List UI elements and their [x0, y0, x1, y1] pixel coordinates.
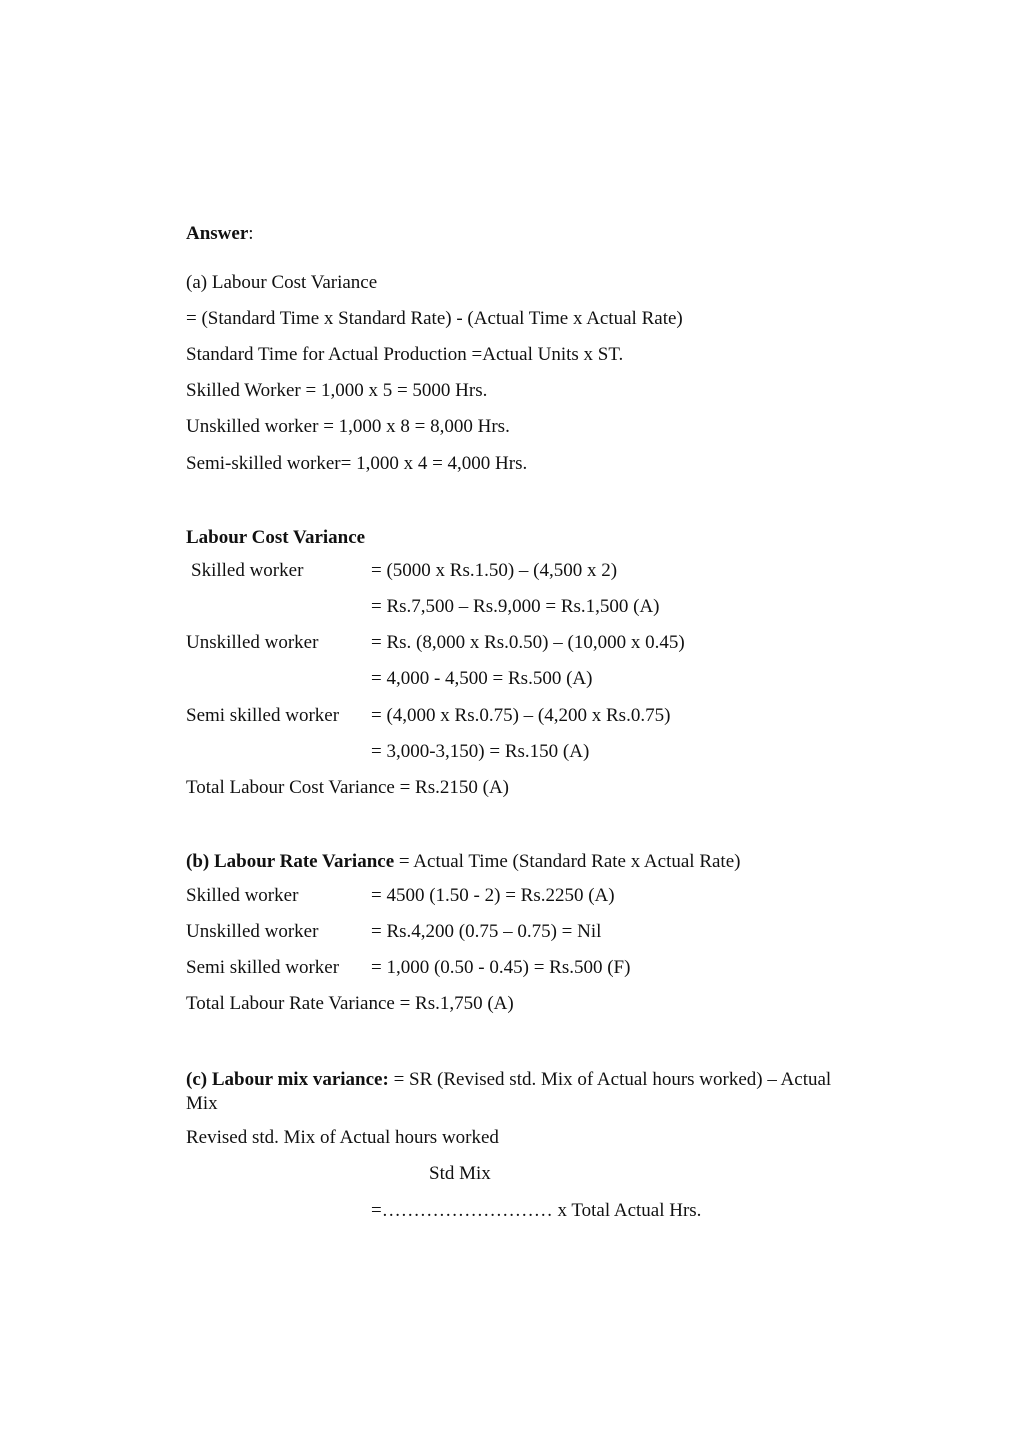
part-a-formula: = (Standard Time x Standard Rate) - (Actual Time x Actual Rate) [186, 308, 683, 329]
part-b-heading: (b) Labour Rate Variance [186, 851, 395, 872]
lcv-row-calc: = (4,000 x Rs.0.75) – (4,200 x Rs.0.75) [371, 705, 671, 726]
part-c-fraction: =……………………… x Total Actual Hrs. [371, 1200, 702, 1221]
part-a-std-time: Standard Time for Actual Production =Actual Units x ST. [186, 344, 624, 365]
part-c-formula: = SR (Revised std. Mix of Actual hours worked) – Actual Mix [186, 1069, 832, 1114]
part-a-semi: Semi-skilled worker= 1,000 x 4 = 4,000 Hrs. [186, 453, 528, 474]
lrv-row-label: Semi skilled worker [186, 957, 340, 978]
part-c-heading-block [186, 1068, 836, 1116]
lcv-row-calc: = 3,000-3,150) = Rs.150 (A) [371, 741, 590, 762]
lcv-row-label: Skilled worker [191, 560, 304, 581]
lrv-row-calc: = 1,000 (0.50 - 0.45) = Rs.500 (F) [371, 957, 631, 978]
answer-heading [186, 222, 254, 246]
lcv-row-calc: = Rs. (8,000 x Rs.0.50) – (10,000 x 0.45) [371, 632, 685, 653]
lrv-row-label: Skilled worker [186, 885, 299, 906]
part-a-skilled: Skilled Worker = 1,000 x 5 = 5000 Hrs. [186, 380, 488, 401]
part-b-heading-line [186, 850, 740, 874]
lrv-row-calc: = 4500 (1.50 - 2) = Rs.2250 (A) [371, 885, 615, 906]
lcv-heading: Labour Cost Variance [186, 527, 366, 548]
part-c-heading: (c) Labour mix variance: [186, 1069, 389, 1090]
answer-colon: : [248, 223, 254, 244]
part-c-revised: Revised std. Mix of Actual hours worked [186, 1127, 499, 1148]
lcv-row-calc: = 4,000 - 4,500 = Rs.500 (A) [371, 668, 593, 689]
lrv-row-calc: = Rs.4,200 (0.75 – 0.75) = Nil [371, 921, 602, 942]
lrv-total: Total Labour Rate Variance = Rs.1,750 (A) [186, 993, 514, 1014]
lrv-row-label: Unskilled worker [186, 921, 319, 942]
lcv-row-calc: = (5000 x Rs.1.50) – (4,500 x 2) [371, 560, 618, 581]
part-a-heading: (a) Labour Cost Variance [186, 272, 378, 293]
part-b-formula: = Actual Time (Standard Rate x Actual Rate) [394, 851, 741, 872]
lcv-total: Total Labour Cost Variance = Rs.2150 (A) [186, 777, 509, 798]
lcv-row-label: Semi skilled worker [186, 705, 340, 726]
lcv-row-calc: = Rs.7,500 – Rs.9,000 = Rs.1,500 (A) [371, 596, 660, 617]
lcv-row-label: Unskilled worker [186, 632, 319, 653]
part-a-unskilled: Unskilled worker = 1,000 x 8 = 8,000 Hrs. [186, 416, 510, 437]
answer-label: Answer [186, 223, 249, 244]
part-c-std-mix: Std Mix [429, 1163, 491, 1184]
